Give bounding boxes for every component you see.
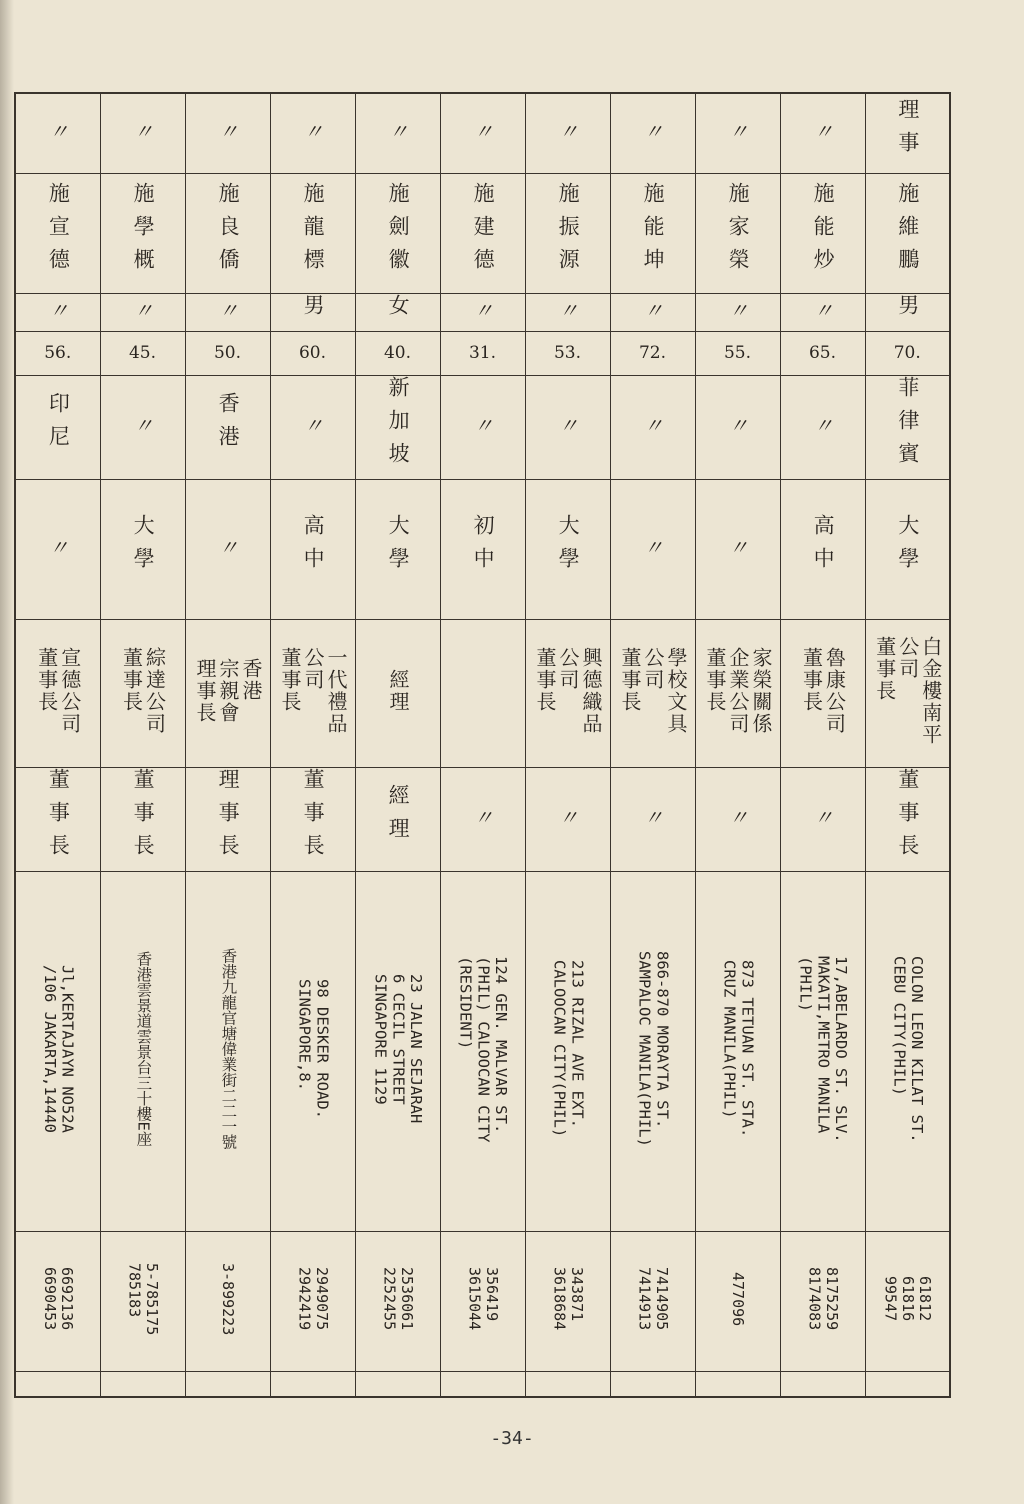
nationality-cell	[185, 375, 270, 479]
education-text: 〃	[45, 537, 70, 557]
address-text: 香港九龍官塘偉業街二二一號	[219, 948, 238, 1150]
education-cell	[15, 479, 100, 619]
address-row	[15, 871, 950, 1231]
phone-text: 343871 3618684	[550, 1267, 586, 1331]
blank-cell	[355, 1371, 440, 1397]
phone-cell	[610, 1231, 695, 1371]
sex-cell	[100, 293, 185, 331]
age-text: 72.	[638, 343, 667, 363]
employer-text: 興德織品 公司 董事長	[533, 647, 603, 735]
sex-cell	[865, 293, 950, 331]
education-cell	[100, 479, 185, 619]
employer-cell	[355, 619, 440, 767]
blank-cell	[270, 1371, 355, 1397]
age-cell	[100, 331, 185, 375]
register-body	[15, 93, 950, 1397]
age-text: 31.	[468, 343, 497, 363]
address-cell	[440, 871, 525, 1231]
title-cell	[780, 93, 865, 173]
name-text: 施振源	[556, 181, 581, 281]
sex-text: 〃	[725, 300, 749, 320]
name-cell	[525, 173, 610, 293]
sex-text: 〃	[555, 300, 579, 320]
address-text: 17,ABELARDO ST. SLV. MAKATI,METRO MANILA (PHIL)	[796, 955, 851, 1143]
name-text: 施家榮	[726, 181, 751, 281]
address-cell	[270, 871, 355, 1231]
sex-cell	[185, 293, 270, 331]
age-cell	[780, 331, 865, 375]
phone-text: 2949075 2942419	[295, 1267, 331, 1331]
age-text: 70.	[893, 343, 921, 363]
nationality-cell	[100, 375, 185, 479]
education-cell	[610, 479, 695, 619]
sex-text: 〃	[45, 300, 70, 320]
sex-text: 〃	[130, 300, 154, 320]
address-text: 213 RIZAL AVE EXT. CALOOCAN CITY(PHIL)	[550, 960, 587, 1138]
education-text: 高中	[811, 514, 836, 580]
employer-cell	[695, 619, 780, 767]
title-cell	[100, 93, 185, 173]
phone-text: 477096	[729, 1271, 748, 1327]
title-cell	[355, 93, 440, 173]
position-cell	[525, 767, 610, 871]
sex-cell	[355, 293, 440, 331]
age-cell	[610, 331, 695, 375]
position-text: 董事長	[46, 767, 71, 867]
position-text: 〃	[555, 807, 579, 827]
address-cell	[780, 871, 865, 1231]
nationality-text: 〃	[470, 415, 494, 435]
name-cell	[440, 173, 525, 293]
position-text: 〃	[470, 807, 494, 827]
position-text: 〃	[725, 807, 749, 827]
title-text: 〃	[725, 121, 749, 142]
address-text: 124 GEN. MALVAR ST. (PHIL) CALOOCAN CITY (RESIDENT)	[456, 955, 511, 1143]
title-text: 〃	[470, 121, 494, 142]
name-cell	[610, 173, 695, 293]
phone-cell	[525, 1231, 610, 1371]
employer-text: 魯康公司 董事長	[799, 647, 847, 735]
age-row	[15, 331, 950, 375]
name-text: 施學概	[131, 181, 156, 281]
employer-text: 一代禮品 公司 董事長	[278, 647, 348, 735]
education-text: 〃	[215, 537, 239, 557]
blank-cell	[780, 1371, 865, 1397]
address-cell	[185, 871, 270, 1231]
address-cell	[865, 871, 950, 1231]
age-cell	[15, 331, 100, 375]
nationality-cell	[865, 375, 950, 479]
address-cell	[15, 871, 100, 1231]
sex-text: 男	[301, 293, 326, 327]
phone-cell	[100, 1231, 185, 1371]
sex-cell	[695, 293, 780, 331]
employer-cell	[15, 619, 100, 767]
title-text: 理事	[895, 98, 920, 165]
sex-text: 女	[386, 293, 411, 327]
address-text: 866-870 MORAYTA ST. SAMPALOC MANILA(PHIL)	[635, 951, 672, 1147]
nationality-cell	[780, 375, 865, 479]
blank-cell	[15, 1371, 100, 1397]
employer-cell	[865, 619, 950, 767]
age-text: 50.	[213, 343, 242, 363]
name-text: 施能炒	[811, 181, 836, 281]
employer-text: 家榮關係 企業公司 董事長	[703, 647, 773, 735]
age-text: 40.	[383, 343, 412, 363]
position-cell	[355, 767, 440, 871]
employer-cell	[270, 619, 355, 767]
employer-row	[15, 619, 950, 767]
nationality-cell	[355, 375, 440, 479]
nationality-cell	[695, 375, 780, 479]
age-cell	[525, 331, 610, 375]
title-text: 〃	[215, 121, 239, 142]
nationality-cell	[610, 375, 695, 479]
title-text: 〃	[45, 121, 70, 142]
name-cell	[15, 173, 100, 293]
sex-text: 〃	[640, 300, 664, 320]
age-cell	[355, 331, 440, 375]
position-cell	[270, 767, 355, 871]
title-cell	[440, 93, 525, 173]
age-cell	[865, 331, 950, 375]
age-text: 55.	[723, 343, 752, 363]
education-row	[15, 479, 950, 619]
address-cell	[100, 871, 185, 1231]
page-number: -34-	[490, 1428, 534, 1449]
position-cell	[15, 767, 100, 871]
nationality-text: 菲律賓	[895, 375, 920, 475]
nationality-text: 〃	[810, 415, 834, 435]
blank-cell	[610, 1371, 695, 1397]
blank-cell	[100, 1371, 185, 1397]
address-cell	[355, 871, 440, 1231]
age-cell	[695, 331, 780, 375]
employer-cell	[525, 619, 610, 767]
phone-cell	[15, 1231, 100, 1371]
blank-cell	[695, 1371, 780, 1397]
employer-text: 白金樓南平 公司 董事長	[872, 636, 943, 746]
sex-row	[15, 293, 950, 331]
position-cell	[865, 767, 950, 871]
address-text: 香港雲景道雲景台三十樓E座	[134, 951, 153, 1147]
phone-text: 61812 61816 99547	[881, 1276, 935, 1322]
nationality-cell	[525, 375, 610, 479]
name-text: 施建德	[471, 181, 496, 281]
phone-cell	[185, 1231, 270, 1371]
age-cell	[440, 331, 525, 375]
title-text: 〃	[300, 121, 324, 142]
nationality-text: 新加坡	[386, 375, 411, 475]
address-cell	[610, 871, 695, 1231]
address-cell	[525, 871, 610, 1231]
age-text: 56.	[44, 343, 72, 363]
nationality-cell	[15, 375, 100, 479]
title-cell	[610, 93, 695, 173]
address-text: 98 DESKER ROAD. SINGAPORE,8.	[295, 979, 332, 1119]
sex-cell	[780, 293, 865, 331]
blank-cell	[525, 1371, 610, 1397]
title-cell	[185, 93, 270, 173]
sex-text: 〃	[470, 300, 494, 320]
position-text: 董事長	[301, 767, 326, 867]
education-cell	[185, 479, 270, 619]
education-text: 大學	[556, 514, 581, 580]
position-cell	[695, 767, 780, 871]
name-cell	[695, 173, 780, 293]
blank-cell	[865, 1371, 950, 1397]
blank-row	[15, 1371, 950, 1397]
education-cell	[270, 479, 355, 619]
sex-text: 〃	[215, 300, 239, 320]
title-cell	[15, 93, 100, 173]
sex-cell	[15, 293, 100, 331]
nationality-text: 〃	[130, 415, 154, 435]
name-cell	[270, 173, 355, 293]
name-cell	[355, 173, 440, 293]
education-text: 大學	[895, 514, 920, 580]
employer-cell	[185, 619, 270, 767]
address-text: 873 TETUAN ST. STA. CRUZ MANILA(PHIL)	[720, 960, 757, 1138]
education-cell	[440, 479, 525, 619]
phone-cell	[695, 1231, 780, 1371]
phone-text: 356419 3615044	[465, 1267, 501, 1331]
sex-cell	[610, 293, 695, 331]
education-cell	[780, 479, 865, 619]
employer-cell	[100, 619, 185, 767]
title-cell	[270, 93, 355, 173]
name-text: 施維鵬	[895, 181, 920, 281]
title-cell	[695, 93, 780, 173]
education-cell	[355, 479, 440, 619]
nationality-text: 香港	[216, 392, 241, 458]
employer-text: 學校文具 公司 董事長	[618, 647, 688, 735]
employer-cell	[440, 619, 525, 767]
name-text: 施能坤	[641, 181, 666, 281]
nationality-text: 〃	[640, 415, 664, 435]
phone-text: 3-899223	[219, 1262, 238, 1336]
nationality-row	[15, 375, 950, 479]
employer-text: 宣德公司 董事長	[34, 647, 82, 735]
title-text: 〃	[810, 121, 834, 142]
education-text: 〃	[725, 537, 749, 557]
name-text: 施劍徽	[386, 181, 411, 281]
position-text: 〃	[810, 807, 834, 827]
age-text: 45.	[128, 343, 157, 363]
position-row	[15, 767, 950, 871]
address-text: 23 JALAN SEJARAH 6 CECIL STREET SINGAPORE 1129	[371, 974, 426, 1124]
position-text: 〃	[640, 807, 664, 827]
title-text: 〃	[640, 121, 664, 142]
blank-cell	[185, 1371, 270, 1397]
address-text: COLON LEON KILAT ST. CEBU CITY(PHIL)	[890, 955, 927, 1143]
title-row	[15, 93, 950, 173]
sex-text: 男	[895, 293, 920, 327]
employer-text: 香港 宗親會 理事長	[193, 658, 263, 724]
nationality-text: 〃	[555, 415, 579, 435]
position-cell	[185, 767, 270, 871]
address-cell	[695, 871, 780, 1231]
education-cell	[695, 479, 780, 619]
education-text: 大學	[131, 514, 156, 580]
age-cell	[270, 331, 355, 375]
education-cell	[865, 479, 950, 619]
name-cell	[865, 173, 950, 293]
position-cell	[610, 767, 695, 871]
education-text: 高中	[301, 514, 326, 580]
age-cell	[185, 331, 270, 375]
phone-text: 2536061 2252455	[380, 1267, 416, 1331]
nationality-text: 印尼	[46, 392, 71, 458]
title-text: 〃	[555, 121, 579, 142]
position-cell	[440, 767, 525, 871]
employer-text: 經理	[386, 669, 410, 713]
phone-cell	[355, 1231, 440, 1371]
education-text: 〃	[640, 537, 664, 557]
page-edge-shadow	[0, 0, 14, 1504]
name-row	[15, 173, 950, 293]
title-text: 〃	[385, 121, 409, 142]
title-cell	[865, 93, 950, 173]
position-text: 董事長	[895, 767, 920, 867]
phone-cell	[270, 1231, 355, 1371]
age-text: 53.	[553, 343, 582, 363]
position-cell	[100, 767, 185, 871]
employer-cell	[780, 619, 865, 767]
phone-text: 7414905 7414913	[635, 1267, 671, 1331]
nationality-cell	[440, 375, 525, 479]
position-cell	[780, 767, 865, 871]
nationality-text: 〃	[725, 415, 749, 435]
phone-cell	[865, 1231, 950, 1371]
position-text: 理事長	[216, 767, 241, 867]
sex-cell	[270, 293, 355, 331]
phone-row	[15, 1231, 950, 1371]
name-cell	[100, 173, 185, 293]
phone-cell	[780, 1231, 865, 1371]
blank-cell	[440, 1371, 525, 1397]
address-text: Jl,KERTAJAYN NO52A /106 JAKARTA,14440	[40, 965, 77, 1133]
education-text: 大學	[386, 514, 411, 580]
name-text: 施宣德	[46, 181, 71, 281]
member-register-table	[14, 92, 951, 1398]
sex-cell	[525, 293, 610, 331]
employer-text: 綜達公司 董事長	[119, 647, 167, 735]
phone-cell	[440, 1231, 525, 1371]
age-text: 65.	[808, 343, 837, 363]
education-text: 初中	[471, 514, 496, 580]
phone-text: 6692136 6690453	[40, 1267, 76, 1331]
name-text: 施龍標	[301, 181, 326, 281]
nationality-text: 〃	[300, 415, 324, 435]
name-text: 施良僑	[216, 181, 241, 281]
position-text: 董事長	[131, 767, 156, 867]
position-text: 經理	[386, 784, 411, 850]
title-text: 〃	[130, 121, 154, 142]
phone-text: 8175259 8174083	[805, 1267, 841, 1331]
name-cell	[185, 173, 270, 293]
education-cell	[525, 479, 610, 619]
nationality-cell	[270, 375, 355, 479]
employer-cell	[610, 619, 695, 767]
phone-text: 5-785175 785183	[125, 1262, 161, 1336]
title-cell	[525, 93, 610, 173]
age-text: 60.	[298, 343, 327, 363]
sex-text: 〃	[810, 300, 834, 320]
sex-cell	[440, 293, 525, 331]
name-cell	[780, 173, 865, 293]
